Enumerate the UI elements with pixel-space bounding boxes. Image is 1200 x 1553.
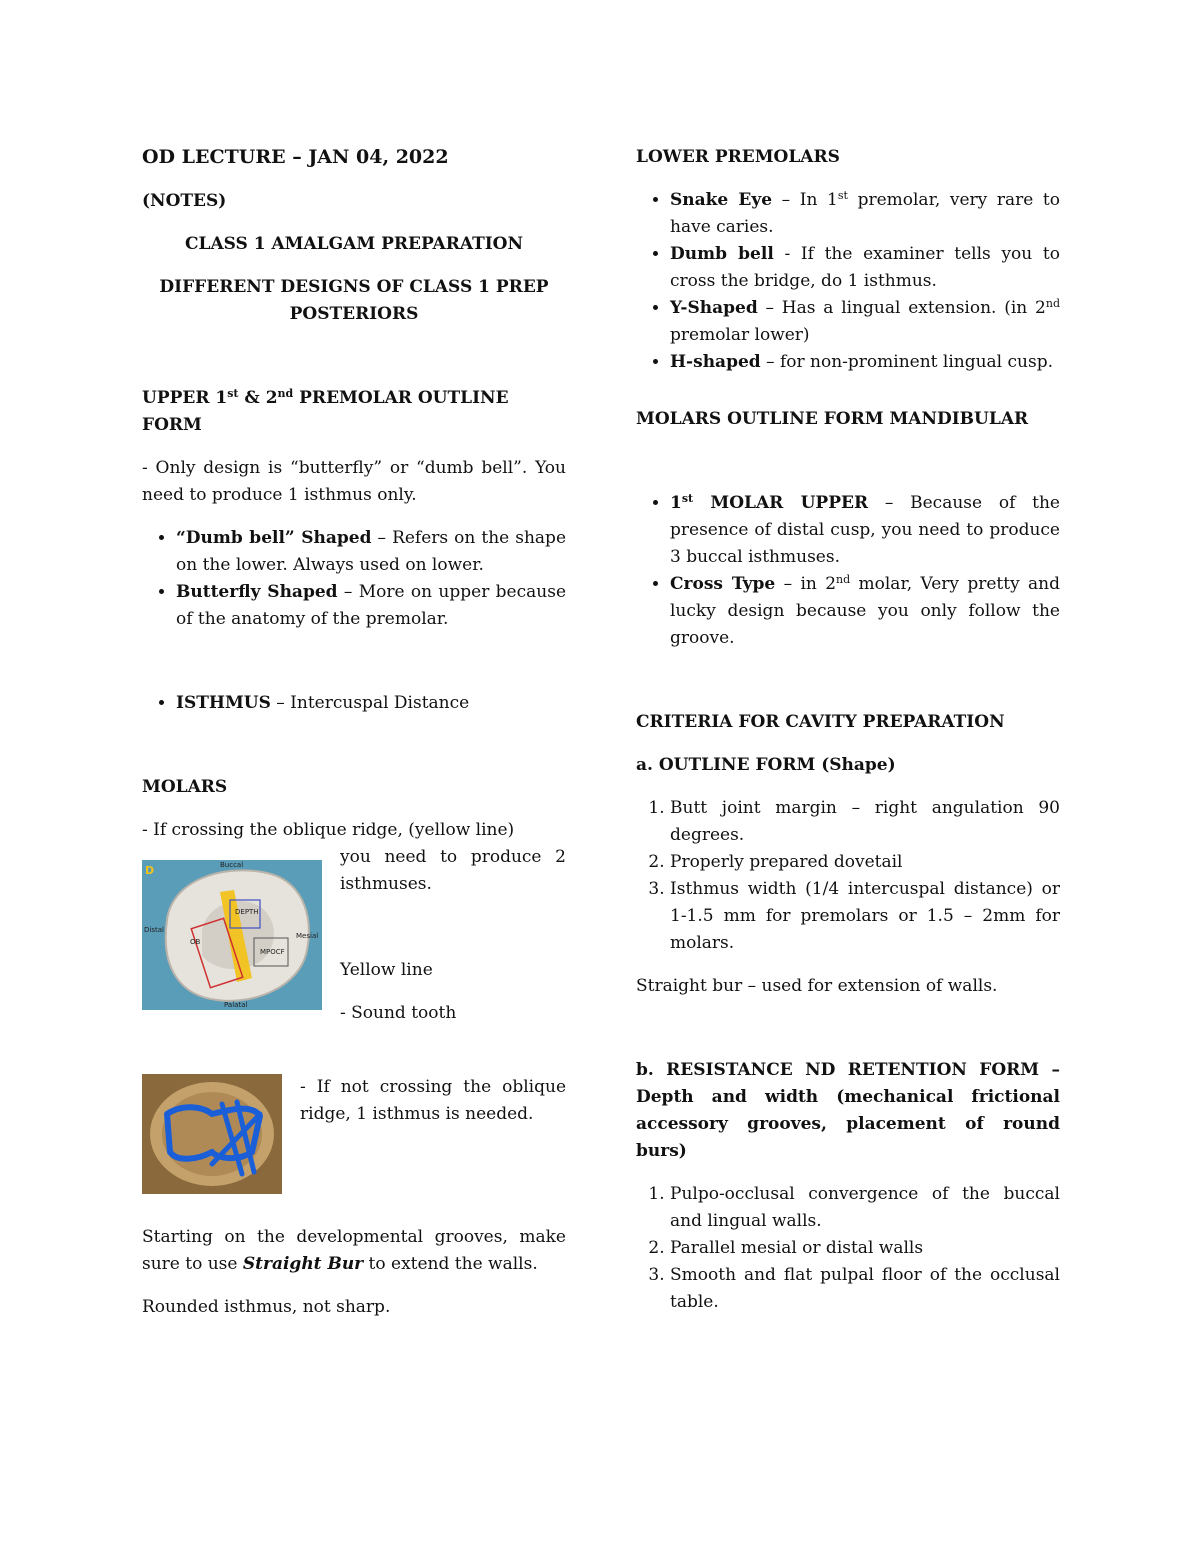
subtitle-designs: DIFFERENT DESIGNS OF CLASS 1 PREP POSTERIORS [159, 277, 549, 324]
document-title: OD LECTURE – JAN 04, 2022 [142, 146, 449, 168]
svg-text:Buccal: Buccal [220, 861, 244, 869]
isthmus-list [142, 690, 566, 717]
svg-text:DEPTH: DEPTH [235, 908, 259, 916]
heading-molars-mandibular: MOLARS OUTLINE FORM MANDIBULAR [636, 409, 1029, 429]
list-item: • Cross Type – in 2nd molar, Very pretty and lucky design because you only follow the groove. [670, 571, 1060, 652]
list-item: 1. Butt joint margin – right angulation 90 degrees. [670, 795, 1060, 849]
molar-outline-list [636, 490, 1060, 652]
svg-text:D: D [145, 864, 155, 877]
subtitle-class1: CLASS 1 AMALGAM PREPARATION [184, 234, 524, 254]
not-crossing-text: - If not crossing the oblique ridge, 1 isthmus is needed. [300, 1077, 566, 1124]
list-item: 3. Isthmus width (1/4 intercuspal distance) or 1-1.5 mm for premolars or 1.5 – 2mm for molars. [670, 876, 1060, 957]
heading-resistance-retention: b. RESISTANCE ND RETENTION FORM – Depth and width (mechanical frictional accessory grooves, placement of round burs) [636, 1060, 1060, 1161]
not-crossing-figure-row [142, 1074, 566, 1224]
svg-text:Palatal: Palatal [224, 1001, 248, 1009]
list-item: • 1st MOLAR UPPER – Because of the presence of distal cusp, you need to produce 3 buccal isthmuses. [670, 490, 1060, 571]
svg-text:OB: OB [190, 938, 201, 946]
list-item: 1. Pulpo-occlusal convergence of the buccal and lingual walls. [670, 1181, 1060, 1235]
tooth-prep-photo [142, 1074, 282, 1194]
list-item: 3. Smooth and flat pulpal floor of the occlusal table. [670, 1262, 1060, 1316]
list-item: • Butterfly Shaped – More on upper because of the anatomy of the premolar. [176, 579, 566, 633]
upper-intro: - Only design is “butterfly” or “dumb bell”. You need to produce 1 isthmus only. [142, 458, 566, 505]
list-item: • H-shaped – for non-prominent lingual cusp. [670, 349, 1060, 376]
notes-label: (NOTES) [142, 191, 227, 211]
right-column [636, 140, 1060, 1316]
sound-tooth-label: - Sound tooth [340, 1003, 457, 1023]
list-item: • Y-Shaped – Has a lingual extension. (in 2nd premolar lower) [670, 295, 1060, 349]
outline-form-list [636, 795, 1060, 957]
straight-bur-text: Straight bur – used for extension of walls. [636, 976, 998, 996]
yellow-line-label: Yellow line [340, 960, 433, 980]
heading-outline-form: a. OUTLINE FORM (Shape) [636, 755, 896, 775]
starting-grooves-text: Starting on the developmental grooves, make sure to use Straight Bur to extend the walls. [142, 1227, 566, 1274]
rounded-isthmus-text: Rounded isthmus, not sharp. [142, 1297, 391, 1317]
list-item: 2. Parallel mesial or distal walls [670, 1235, 1060, 1262]
svg-text:Mesial: Mesial [296, 932, 319, 940]
molar-diagram-image [142, 860, 322, 1010]
list-item: • Dumb bell - If the examiner tells you to cross the bridge, do 1 isthmus. [670, 241, 1060, 295]
list-item: • Snake Eye – In 1st premolar, very rare to have caries. [670, 187, 1060, 241]
molar-figure-row [142, 844, 566, 1074]
molars-side-text: you need to produce 2 isthmuses. [340, 847, 566, 894]
lower-premolar-list [636, 187, 1060, 376]
list-item: 2. Properly prepared dovetail [670, 849, 1060, 876]
svg-text:MPOCF: MPOCF [260, 948, 285, 956]
heading-lower-premolars: LOWER PREMOLARS [636, 147, 840, 167]
svg-text:Distal: Distal [144, 926, 164, 934]
heading-upper-premolar: UPPER 1st & 2nd PREMOLAR OUTLINE FORM [142, 387, 509, 435]
heading-criteria: CRITERIA FOR CAVITY PREPARATION [636, 712, 1005, 732]
heading-molars: MOLARS [142, 777, 228, 797]
list-item: • “Dumb bell” Shaped – Refers on the shape on the lower. Always used on lower. [176, 525, 566, 579]
resistance-list [636, 1181, 1060, 1316]
list-item: • ISTHMUS – Intercuspal Distance [176, 690, 566, 717]
left-column [142, 140, 566, 1321]
upper-bullet-list [142, 525, 566, 633]
molars-intro: - If crossing the oblique ridge, (yellow line) [142, 820, 515, 840]
